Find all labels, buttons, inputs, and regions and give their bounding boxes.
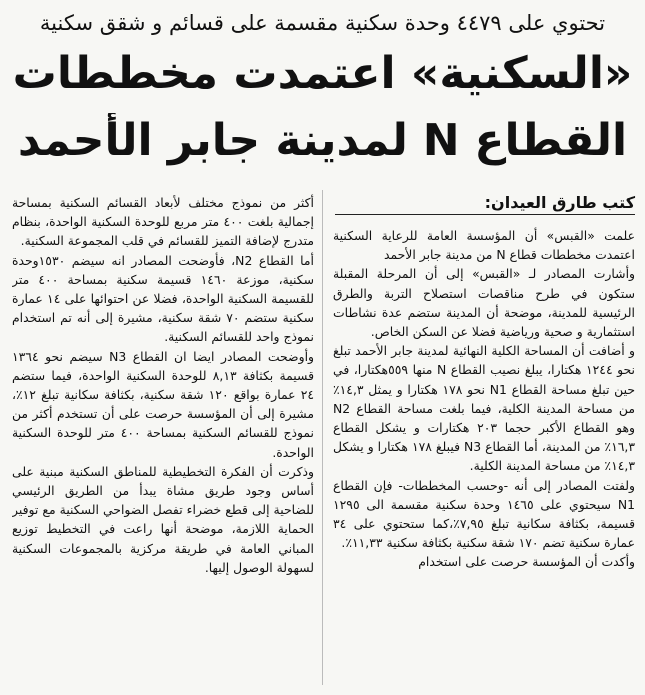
paragraph: أما القطاع N2، فأوضحت المصادر انه سيضم ١٥٣٠وحدة سكنية، موزعة ١٤٦٠ قسيمة سكنية بمساحة ٤٠٠ متر للقسيمة السكنية الواحدة، فضلا عن احتوائها على ١٤ عمارة سكنية ستضم ٧٠ شقة سكنية، مشيرة إلى أنه تم استخدام نموذج واحد للقسائم السكنية. [12,252,314,345]
article-column-right [333,226,635,685]
article-kicker: تحتوي على ٤٤٧٩ وحدة سكنية مقسمة على قسائم و شقق سكنية [39,11,606,35]
byline: كتب طارق العيدان: [484,193,635,212]
headline-line-2: القطاع N لمدينة جابر الأحمد [17,115,628,166]
paragraph: وذكرت أن الفكرة التخطيطية للمناطق السكنية مبنية على أساس وجود طريق مشاة يبدأ من الطريق الرئيسي للضاحية إلى قطع خضراء تفصل الضواحي السكنية مع توفير الحماية اللازمة، موضحة أنها راعت في التخطيط توزيع المباني العامة في طريقة مركزية بالمجموعات السكنية لسهولة الوصول إليها. [12,463,314,575]
paragraph: أكثر من نموذج مختلف لأبعاد القسائم السكنية بمساحة إجمالية بلغت ٤٠٠ متر مربع للوحدة السكنية الواحدة، بنظام متدرج لإضافة التميز للقسائم في قلب المجموعة السكنية. [12,195,314,249]
paragraph: وأوضحت المصادر ايضا ان القطاع N3 سيضم نحو ١٣٦٤ قسيمة بكثافة ٨,١٣ للوحدة السكنية الواحدة، فيما ستضم ٢٤ عمارة بواقع ١٢٠ شقة سكنية، بكثافة سكانية تبلغ ١٢٪، مشيرة إلى أن المؤسسة حرصت على أن تستخدم أكثر من نموذج للقسائم السكنية بمساحة ٤٠٠ متر للوحدة السكنية الواحدة. [12,348,314,460]
paragraph: ولفتت المصادر إلى أنه -وحسب المخططات- فإن القطاع N1 سيحتوي على ١٤٦٥ وحدة سكنية مقسمة الى ١٢٩٥ قسيمة، بكثافة سكانية تبلغ ٧,٩٥٪،كما ستحتوي على ٣٤ عمارة سكنية تضم ١٧٠ شقة سكنية بكثافة سكنية ١١,٣٣٪. [333,477,635,551]
paragraph: وأشارت المصادر لـ «القبس» إلى أن المرحلة المقبلة ستكون في طرح مناقصات استصلاح التربة والطرق الرئيسية للمدينة، موضحة أن المدينة ستضم عدة نشاطات استثمارية و صحية ورياضية فضلا عن السكن الخاص. [333,266,635,340]
paragraph: علمت «القبس» أن المؤسسة العامة للرعاية السكنية اعتمدت مخططات قطاع N من مدينة جابر الأحمد [333,228,635,263]
paragraph: وأكدت أن المؤسسة حرصت على استخدام [418,554,635,570]
headline-line-1: «السكنية» اعتمدت مخططات [12,48,633,99]
byline-rule [335,214,635,215]
column-divider [322,190,323,685]
article-column-left [12,193,314,685]
paragraph: و أضافت أن المساحة الكلية النهائية لمدينة جابر الأحمد تبلغ نحو ١٢٤٤ هكتارا، يبلغ نصيب القطاع N منها ٥٥٩هكتارا، في حين تبلغ مساحة القطاع N1 نحو ١٧٨ هكتارا و يمثل ١٤,٣٪ من مساحة المدينة الكلية، فيما بلغت مساحة القطاع N2 وهو القطاع الأكبر حجما ٢٠٣ هكتارات و يشكل القطاع ١٦,٣٪ من المدينة، أما القطاع N3 فيبلغ ١٧٨ هكتارا و يشكل ١٤,٣٪ من مساحة المدينة الكلية. [333,343,635,474]
